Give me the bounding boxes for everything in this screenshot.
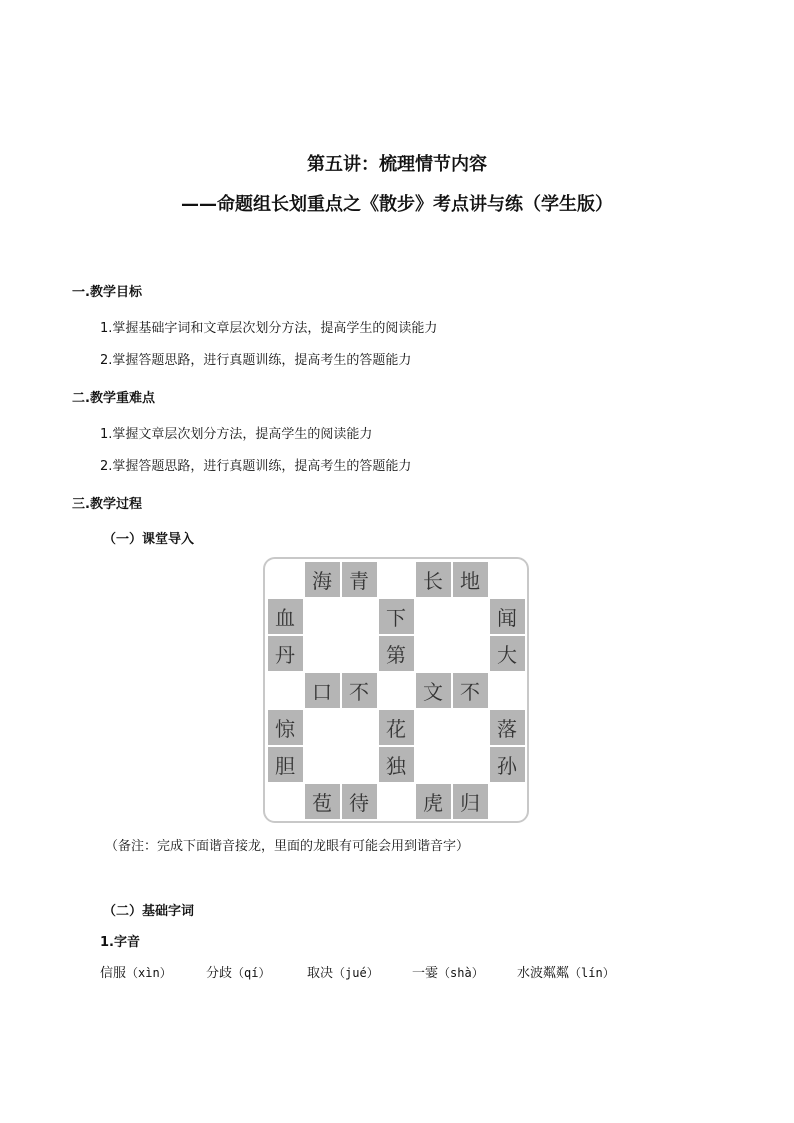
puzzle-blank-cell bbox=[304, 598, 341, 635]
puzzle-blank-cell bbox=[415, 746, 452, 783]
goal-item-1: 1.掌握基础字词和文章层次划分方法，提高学生的阅读能力 bbox=[100, 321, 438, 336]
puzzle-cell: 虎 bbox=[415, 783, 452, 820]
puzzle-cell: 地 bbox=[452, 561, 489, 598]
pronunciation-heading: 1.字音 bbox=[100, 935, 140, 950]
puzzle-blank-cell bbox=[452, 709, 489, 746]
puzzle-blank-cell bbox=[304, 709, 341, 746]
puzzle-blank-cell bbox=[267, 783, 304, 820]
pronunciation-item: 信服（xìn） bbox=[100, 966, 172, 981]
puzzle-blank-cell bbox=[341, 746, 378, 783]
page-subtitle: ——命题组长划重点之《散步》考点讲与练（学生版） bbox=[181, 194, 613, 215]
puzzle-cell: 独 bbox=[378, 746, 415, 783]
puzzle-blank-cell bbox=[415, 598, 452, 635]
puzzle-blank-cell bbox=[378, 561, 415, 598]
puzzle-blank-cell bbox=[378, 672, 415, 709]
puzzle-blank-cell bbox=[489, 561, 526, 598]
puzzle-blank-cell bbox=[415, 709, 452, 746]
subsection-basics: （二）基础字词 bbox=[103, 904, 195, 919]
puzzle-blank-cell bbox=[452, 746, 489, 783]
puzzle-cell: 海 bbox=[304, 561, 341, 598]
section-heading-process: 三.教学过程 bbox=[72, 497, 142, 512]
puzzle-cell: 孙 bbox=[489, 746, 526, 783]
puzzle-cell: 大 bbox=[489, 635, 526, 672]
puzzle-cell: 待 bbox=[341, 783, 378, 820]
pronunciation-item: 取决（jué） bbox=[307, 966, 379, 981]
puzzle-cell: 血 bbox=[267, 598, 304, 635]
puzzle-cell: 不 bbox=[341, 672, 378, 709]
puzzle-cell: 丹 bbox=[267, 635, 304, 672]
puzzle-cell: 惊 bbox=[267, 709, 304, 746]
section-heading-key-points: 二.教学重难点 bbox=[72, 391, 155, 406]
puzzle-blank-cell bbox=[341, 635, 378, 672]
puzzle-cell: 长 bbox=[415, 561, 452, 598]
puzzle-blank-cell bbox=[267, 561, 304, 598]
puzzle-cell: 苞 bbox=[304, 783, 341, 820]
puzzle-blank-cell bbox=[452, 635, 489, 672]
puzzle-cell: 文 bbox=[415, 672, 452, 709]
puzzle-blank-cell bbox=[341, 709, 378, 746]
puzzle-cell: 落 bbox=[489, 709, 526, 746]
puzzle-cell: 胆 bbox=[267, 746, 304, 783]
puzzle-cell: 下 bbox=[378, 598, 415, 635]
puzzle-blank-cell bbox=[267, 672, 304, 709]
puzzle-cell: 口 bbox=[304, 672, 341, 709]
puzzle-cell: 归 bbox=[452, 783, 489, 820]
puzzle-cell: 第 bbox=[378, 635, 415, 672]
puzzle-note: （备注：完成下面谐音接龙，里面的龙眼有可能会用到谐音字） bbox=[105, 839, 470, 854]
puzzle-blank-cell bbox=[489, 672, 526, 709]
puzzle-blank-cell bbox=[341, 598, 378, 635]
goal-item-2: 2.掌握答题思路，进行真题训练，提高考生的答题能力 bbox=[100, 353, 412, 368]
puzzle-cell: 青 bbox=[341, 561, 378, 598]
pronunciation-item: 分歧（qí） bbox=[206, 966, 271, 981]
pronunciation-list bbox=[100, 962, 615, 981]
puzzle-cell: 花 bbox=[378, 709, 415, 746]
puzzle-blank-cell bbox=[304, 746, 341, 783]
pronunciation-item: 一霎（shà） bbox=[412, 966, 484, 981]
section-heading-goals: 一.教学目标 bbox=[72, 285, 142, 300]
puzzle-blank-cell bbox=[489, 783, 526, 820]
pronunciation-item: 水波粼粼（lín） bbox=[517, 966, 615, 981]
puzzle-cell: 不 bbox=[452, 672, 489, 709]
puzzle-cell: 闻 bbox=[489, 598, 526, 635]
puzzle-blank-cell bbox=[304, 635, 341, 672]
puzzle-blank-cell bbox=[378, 783, 415, 820]
key-point-item-1: 1.掌握文章层次划分方法，提高学生的阅读能力 bbox=[100, 427, 373, 442]
puzzle-blank-cell bbox=[452, 598, 489, 635]
subsection-intro: （一）课堂导入 bbox=[103, 532, 195, 547]
idiom-chain-puzzle bbox=[263, 557, 529, 823]
key-point-item-2: 2.掌握答题思路，进行真题训练，提高考生的答题能力 bbox=[100, 459, 412, 474]
puzzle-blank-cell bbox=[415, 635, 452, 672]
page-title: 第五讲：梳理情节内容 bbox=[307, 154, 487, 175]
